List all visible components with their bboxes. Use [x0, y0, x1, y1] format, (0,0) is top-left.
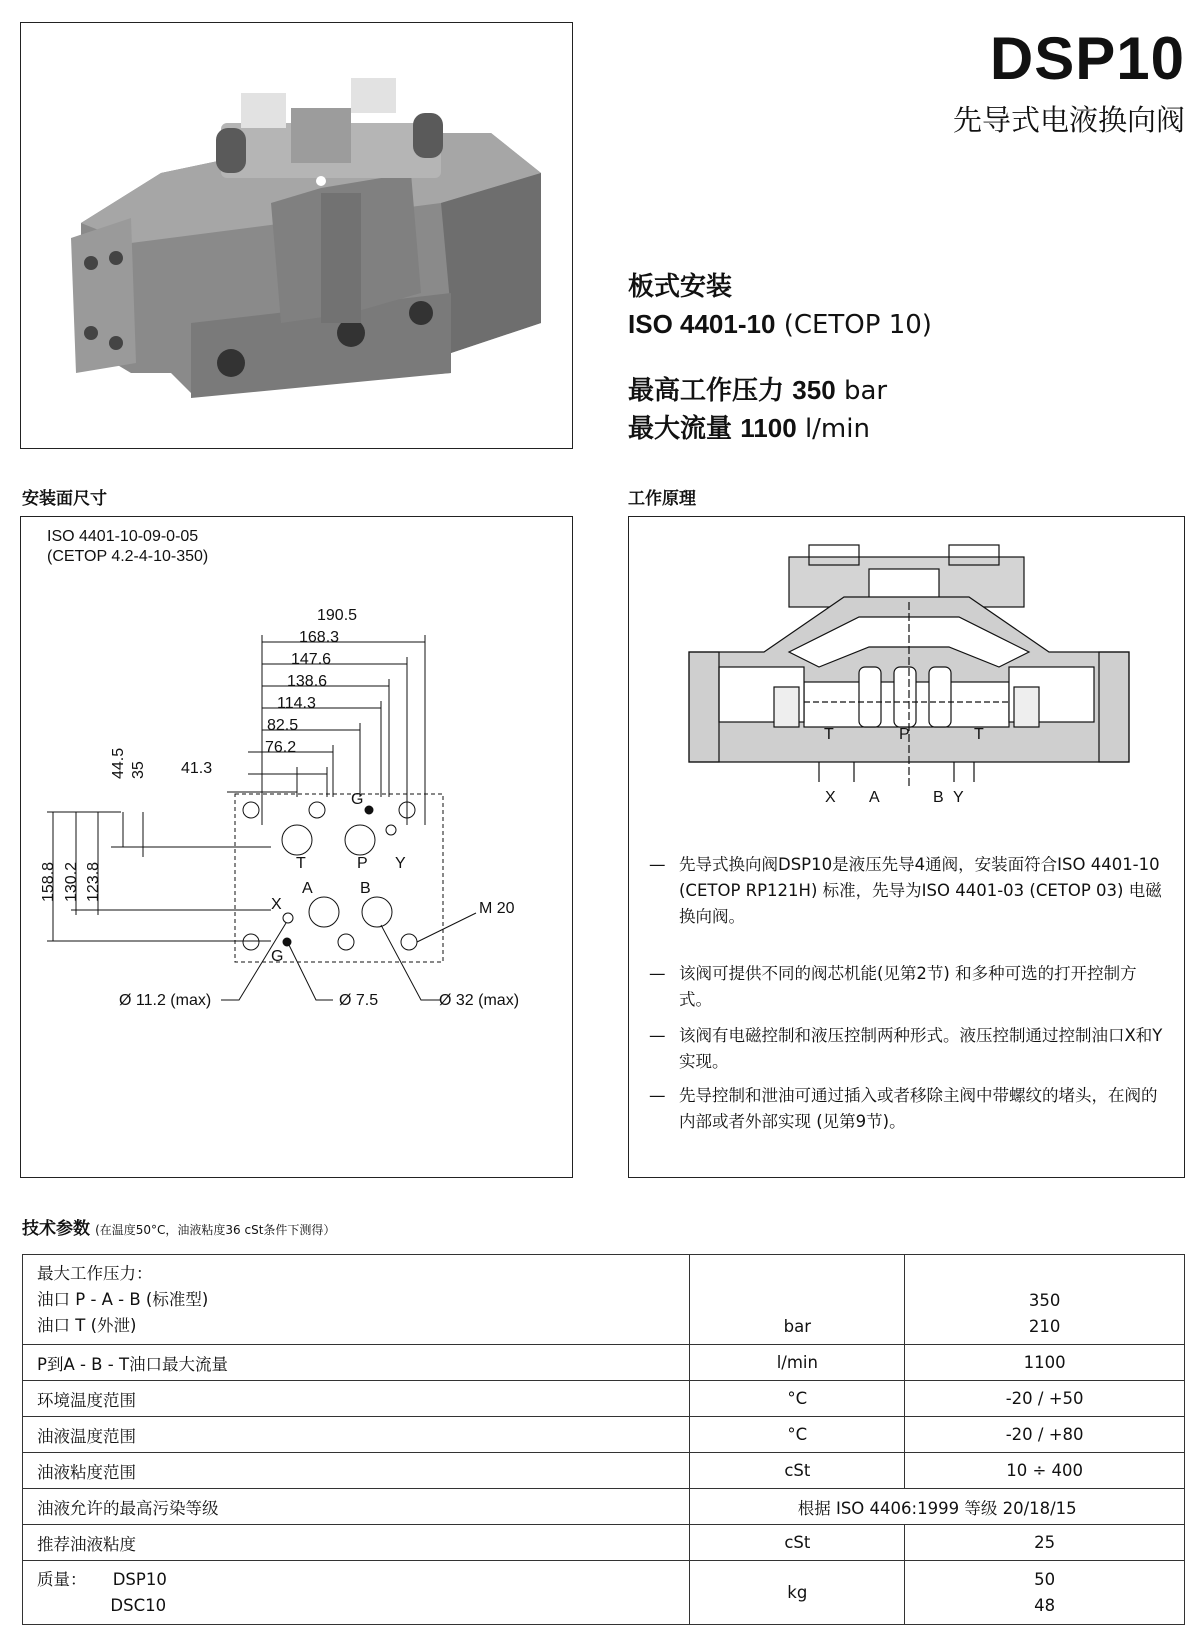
- param-cell: P到A - B - T油口最大流量: [23, 1345, 690, 1381]
- table-row: [23, 1417, 1185, 1453]
- svg-text:41.3: 41.3: [181, 760, 213, 777]
- bullet-3-text: 该阀有电磁控制和液压控制两种形式。液压控制通过控制油口X和Y实现。: [679, 1026, 1163, 1071]
- technical-table: [22, 1254, 1185, 1625]
- param-cell: 环境温度范围: [23, 1381, 690, 1417]
- table-row: [23, 1381, 1185, 1417]
- max-pressure: [628, 374, 887, 409]
- value-cell: -20 / +50: [905, 1381, 1185, 1417]
- svg-text:Y: Y: [953, 789, 964, 806]
- svg-text:G: G: [351, 791, 364, 808]
- pressure-unit: bar: [843, 376, 888, 406]
- bullet-2: — 该阀可提供不同的阀芯机能(见第2节) 和多种可选的打开控制方式。: [649, 961, 1164, 1013]
- table-row: [23, 1255, 1185, 1345]
- svg-text:A: A: [869, 789, 880, 806]
- mounting-surface-drawing: [21, 517, 571, 1175]
- svg-text:76.2: 76.2: [265, 739, 297, 756]
- param-cell: 质量： DSP10 DSC10: [23, 1561, 690, 1625]
- mount-type: [628, 270, 732, 305]
- svg-text:168.3: 168.3: [299, 629, 340, 646]
- svg-text:114.3: 114.3: [277, 695, 316, 712]
- value-cell: -20 / +80: [905, 1417, 1185, 1453]
- param-cell: 油液粘度范围: [23, 1453, 690, 1489]
- product-photo-frame: [20, 22, 573, 449]
- flow-value: 1100: [740, 413, 797, 443]
- standard-line-1: ISO 4401-10-09-0-05: [47, 528, 199, 545]
- svg-text:P: P: [357, 855, 368, 872]
- unit-cell: bar: [690, 1255, 905, 1345]
- flow-unit: l/min: [804, 414, 870, 444]
- svg-text:82.5: 82.5: [267, 717, 299, 734]
- mount-label: 板式安装: [628, 271, 733, 301]
- pin-callout: Ø 7.5: [339, 992, 379, 1009]
- bullet-1: — 先导式换向阀DSP10是液压先导4通阀，安装面符合ISO 4401-10 (CETOP RP121H) 标准，先导为ISO 4401-03 (CETOP 03) 电磁换向阀。: [649, 852, 1164, 930]
- valve-photo: [21, 23, 571, 447]
- section-mounting-heading: 安装面尺寸: [22, 489, 107, 509]
- svg-text:G: G: [271, 948, 284, 965]
- value-cell: 1100: [905, 1345, 1185, 1381]
- table-row: [23, 1345, 1185, 1381]
- param-cell: 油液允许的最高污染等级: [23, 1489, 690, 1525]
- svg-text:B: B: [360, 880, 371, 897]
- page-title: DSP10: [989, 25, 1185, 92]
- svg-text:T: T: [824, 726, 834, 743]
- value-cell: 10 ÷ 400: [905, 1453, 1185, 1489]
- svg-text:190.5: 190.5: [317, 607, 358, 624]
- unit-cell: l/min: [690, 1345, 905, 1381]
- small-hole-callout: Ø 11.2 (max): [119, 992, 212, 1009]
- section-principle-heading: 工作原理: [628, 489, 696, 509]
- large-hole-callout: Ø 32 (max): [439, 992, 520, 1009]
- bullet-4: — 先导控制和泄油可通过插入或者移除主阀中带螺纹的堵头，在阀的内部或者外部实现 (见第9节)。: [649, 1083, 1164, 1135]
- value-cell: 50 48: [905, 1561, 1185, 1625]
- pressure-value: 350: [792, 375, 836, 405]
- svg-text:X: X: [271, 896, 282, 913]
- svg-text:Y: Y: [395, 855, 406, 872]
- pressure-label: 最高工作压力: [628, 375, 785, 405]
- bullet-4-text: 先导控制和泄油可通过插入或者移除主阀中带螺纹的堵头，在阀的内部或者外部实现 (见第9节)。: [679, 1086, 1158, 1131]
- technical-note: (在温度50°C，油液粘度36 cSt条件下测得）: [95, 1223, 336, 1237]
- iso-bold: ISO 4401-10: [628, 309, 776, 339]
- svg-text:A: A: [302, 880, 313, 897]
- svg-text:130.2: 130.2: [63, 861, 80, 902]
- unit-cell: °C: [690, 1417, 905, 1453]
- svg-text:P: P: [899, 726, 910, 743]
- value-cell: 350 210: [905, 1255, 1185, 1345]
- thread-callout: M 20: [479, 900, 515, 917]
- param-cell: 最大工作压力： 油口 P - A - B (标准型) 油口 T (外泄): [23, 1255, 690, 1345]
- svg-text:138.6: 138.6: [287, 673, 328, 690]
- bullet-3: — 该阀有电磁控制和液压控制两种形式。液压控制通过控制油口X和Y实现。: [649, 1023, 1164, 1075]
- svg-text:123.8: 123.8: [85, 861, 102, 902]
- page-subtitle: 先导式电液换向阀: [952, 103, 1185, 137]
- table-row: [23, 1453, 1185, 1489]
- flow-label: 最大流量: [628, 413, 733, 443]
- mounting-drawing-frame: [20, 516, 573, 1178]
- principle-frame: [628, 516, 1185, 1178]
- standard-line-2: (CETOP 4.2-4-10-350): [47, 548, 209, 565]
- merged-value-cell: 根据 ISO 4406:1999 等级 20/18/15: [690, 1489, 1185, 1525]
- bullet-1-text: 先导式换向阀DSP10是液压先导4通阀，安装面符合ISO 4401-10 (CETOP RP121H) 标准，先导为ISO 4401-03 (CETOP 03) 电磁换向阀。: [679, 855, 1162, 926]
- unit-cell: °C: [690, 1381, 905, 1417]
- param-cell: 推荐油液粘度: [23, 1525, 690, 1561]
- table-row: [23, 1525, 1185, 1561]
- technical-title: 技术参数: [22, 1219, 90, 1239]
- value-cell: 25: [905, 1525, 1185, 1561]
- iso-standard: [628, 308, 932, 343]
- table-row: [23, 1561, 1185, 1625]
- param-cell: 油液温度范围: [23, 1417, 690, 1453]
- svg-text:T: T: [974, 726, 984, 743]
- unit-cell: kg: [690, 1561, 905, 1625]
- unit-cell: cSt: [690, 1525, 905, 1561]
- valve-section-drawing: [629, 517, 1183, 817]
- bullet-2-text: 该阀可提供不同的阀芯机能(见第2节) 和多种可选的打开控制方式。: [679, 964, 1137, 1009]
- iso-rest: (CETOP 10): [783, 310, 932, 340]
- max-flow: [628, 412, 870, 447]
- svg-text:158.8: 158.8: [40, 861, 57, 902]
- table-row: [23, 1489, 1185, 1525]
- svg-text:X: X: [825, 789, 836, 806]
- unit-cell: cSt: [690, 1453, 905, 1489]
- svg-text:T: T: [296, 855, 306, 872]
- svg-text:B: B: [933, 789, 944, 806]
- technical-heading: [22, 1214, 335, 1239]
- svg-text:147.6: 147.6: [291, 651, 332, 668]
- svg-text:35: 35: [130, 761, 147, 779]
- svg-text:44.5: 44.5: [110, 747, 127, 779]
